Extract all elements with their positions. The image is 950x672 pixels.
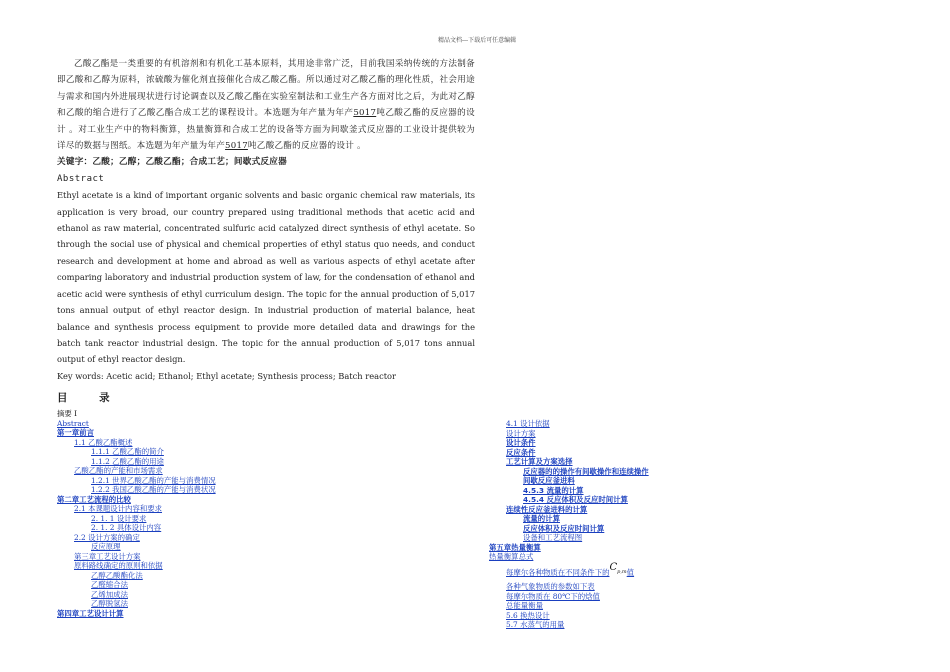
toc-item[interactable]: 4.5.4 反应体积及反应时间计算 xyxy=(523,495,628,504)
toc-item[interactable]: 5.7 水蒸气的用量 xyxy=(506,620,565,629)
toc-item[interactable]: 乙醛缩合法 xyxy=(91,580,128,589)
abstract-cn-text-c: 吨乙酸乙酯的反应器的设计 。 xyxy=(247,141,366,152)
toc-item[interactable]: 5.6 换热设计 xyxy=(506,610,550,620)
keywords-cn: 关键字：乙酸；乙醇；乙酸乙酯；合成工艺；间歇式反应器 xyxy=(57,157,287,168)
cpm-symbol-letter: C xyxy=(609,561,618,573)
abstract-en-title: Abstract xyxy=(57,173,105,184)
toc-item[interactable]: 设计方案 xyxy=(506,428,536,438)
cpm-symbol-subscript: p,m xyxy=(617,568,627,575)
toc-item[interactable]: 1.1.2 乙酸乙酯的用途 xyxy=(91,456,164,466)
toc-left-column xyxy=(57,409,216,618)
toc-item[interactable]: 各种气象物质的参数如下表 xyxy=(506,582,595,591)
toc-item-cpm-text: 每摩尔各种物质在不同条件下的 xyxy=(506,567,610,577)
abstract-cn-text-a: 乙酸乙酯是一类重要的有机溶剂和有机化工基本原料，其用途非常广泛，目前我国采纳传统的方法制备即乙酸和乙醇为原料，浓硫酸为催化剂直接催化合成乙酸乙酯。所以通过对乙酸乙酯的理化性质，社会用途与需求和国内外进展现状进行讨论调查以及乙酸乙酯在实验室制法和工业生产各方面对比之后，为此对乙醇和乙酸的缩合进行了乙酸乙酯合成工艺的课程设计。本选题为年产量为年产 xyxy=(57,59,475,119)
abstract-cn-paragraph xyxy=(57,56,475,154)
toc-item[interactable]: Abstract xyxy=(57,418,89,428)
toc-item[interactable]: 设计条件 xyxy=(506,438,536,447)
toc-item[interactable]: 第五章热量衡算 xyxy=(489,542,541,552)
toc-item[interactable]: 每摩尔物质在 80℃下的焓值 xyxy=(506,591,600,601)
toc-item[interactable]: 间歇反应釜进料 xyxy=(523,476,575,485)
abstract-en-paragraph: Ethyl acetate is a kind of important organic solvents and basic organic chemical raw materials, its application is very broad, our country prepared using traditional methods that acetic acid and ethanol as raw material, concentrated sulfuric acid catalyzed direct synthesis of ethyl acetate. So through the social use of physical and chemical properties of ethyl status quo needs, and conduct research and development at home and abroad as well as various aspects of ethyl acetate after comparing laboratory and industrial production system of law, for the condensation of ethanol and acetic acid were synthesis of ethyl curriculum design. The topic for the annual production of 5,017 tons annual output of ethyl reactor design. In industrial production of material balance, heat balance and synthesis process equipment to provide more detailed data and drawings for the batch tank reactor industrial design. The topic for the annual production of 5,017 tons annual output of ethyl reactor design. xyxy=(57,190,475,365)
toc-item-cpm[interactable] xyxy=(489,561,649,583)
toc-title: 目 录 xyxy=(57,392,124,404)
toc-item[interactable]: 第二章工艺流程的比较 xyxy=(57,494,131,504)
toc-item-cpm-suffix: 值 xyxy=(626,567,635,577)
toc-item[interactable]: 反应条件 xyxy=(506,447,536,457)
toc-item[interactable]: 第三章工艺设计方案 xyxy=(74,551,141,561)
toc-item[interactable]: 工艺计算及方案选择 xyxy=(506,457,573,466)
toc-item[interactable]: 总能量衡量 xyxy=(506,601,543,610)
output-quantity-2: 5017 xyxy=(225,141,248,152)
output-quantity-1: 5017 xyxy=(353,108,377,119)
toc-item[interactable]: 原料路线确定的原则和依据 xyxy=(74,561,163,570)
toc-item[interactable]: 1.1 乙酸乙酯概述 xyxy=(74,437,133,447)
toc-item[interactable]: 流量的计算 xyxy=(523,514,560,523)
toc-item[interactable]: 第四章工艺设计计算 xyxy=(57,608,124,618)
toc-item[interactable]: 摘要 I xyxy=(57,409,78,418)
keywords-en: Key words: Acetic acid; Ethanol; Ethyl acetate; Synthesis process; Batch reactor xyxy=(57,370,397,381)
toc-item[interactable]: 反应体积及反应时间计算 xyxy=(523,523,605,533)
toc-item[interactable]: 1.1.1 乙酸乙酯的简介 xyxy=(91,447,164,456)
toc-item[interactable]: 1.2.1 世界乙酸乙酯的产能与消费情况 xyxy=(91,475,216,485)
toc-item[interactable]: 乙醇脱氢法 xyxy=(91,599,128,608)
toc-item[interactable]: 热量衡算总式 xyxy=(489,552,534,561)
toc-item[interactable]: 2.2 设计方案的确定 xyxy=(74,532,140,542)
toc-right-column xyxy=(489,419,649,630)
toc-item[interactable]: 2. 1. 2 具体设计内容 xyxy=(91,523,162,532)
toc-item[interactable]: 反应原理 xyxy=(91,542,121,551)
cpm-symbol xyxy=(609,562,626,573)
toc-item[interactable]: 反应器的的操作有间歇操作和连续操作 xyxy=(523,466,649,476)
toc-item[interactable]: 2. 1. 1 设计要求 xyxy=(91,513,147,523)
toc-item[interactable]: 4.1 设计依据 xyxy=(506,419,550,428)
toc-item[interactable]: 4.5.3 流量的计算 xyxy=(523,485,584,495)
toc-item[interactable]: 第一章前言 xyxy=(57,428,94,437)
toc-item[interactable]: 乙酸乙酯的产能和市场需求 xyxy=(74,466,163,475)
page-header: 精品文档---下载后可任意编辑 xyxy=(438,37,517,44)
toc-item[interactable]: 1.2.2 我国乙酸乙酯的产能与消费状况 xyxy=(91,485,216,494)
abstract-section xyxy=(57,56,475,384)
toc-item[interactable]: 连续性反应釜进料的计算 xyxy=(506,504,588,514)
toc-item[interactable]: 2.1 本课题设计内容和要求 xyxy=(74,504,163,513)
abstract-cn-text-b: 吨乙酸乙酯的反应器的设计 。对工业生产中的物料衡算，热量衡算和合成工艺的设备等方面为间歇釜式反应器的工业设计提供较为详尽的数据与图纸。本选题为年产量为年产 xyxy=(57,108,475,152)
toc-item[interactable]: 设备和工艺流程图 xyxy=(523,533,583,542)
toc-item[interactable]: 乙烯加成法 xyxy=(91,589,128,599)
toc-item[interactable]: 乙醇乙酸酯化法 xyxy=(91,570,143,580)
